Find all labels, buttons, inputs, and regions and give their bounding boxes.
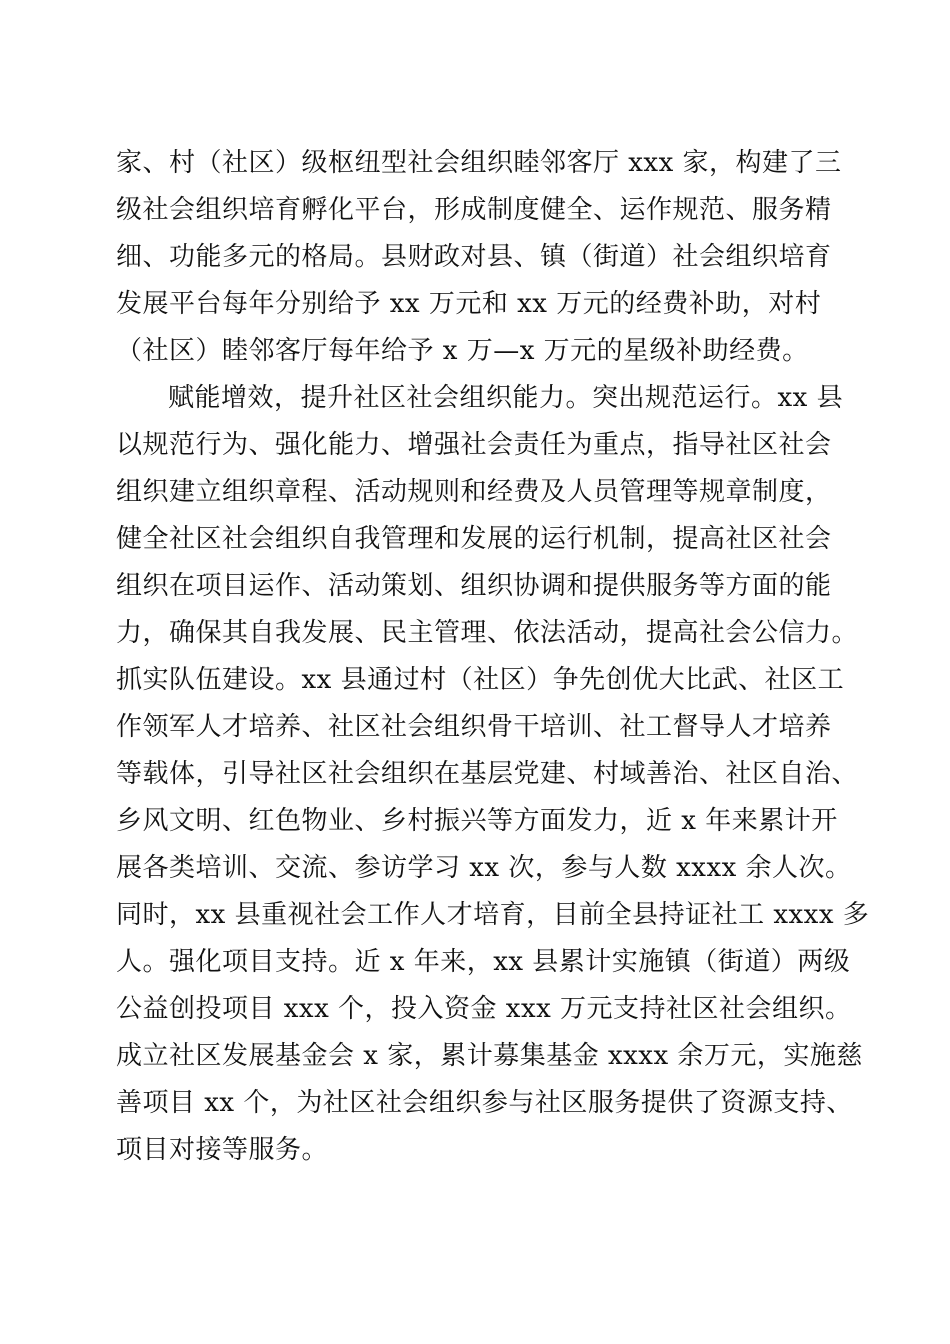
body-text xyxy=(116,140,870,1174)
text-line: 细、功能多元的格局。县财政对县、镇（街道）社会组织培育 xyxy=(116,242,832,272)
text-line: 组织建立组织章程、活动规则和经费及人员管理等规章制度， xyxy=(116,477,832,507)
text-line: 展各类培训、交流、参访学习 xx 次，参与人数 xxxx 余人次。 xyxy=(116,853,852,883)
text-line: 公益创投项目 xxx 个，投入资金 xxx 万元支持社区社会组织。 xyxy=(116,994,852,1024)
text-line: 抓实队伍建设。xx 县通过村（社区）争先创优大比武、社区工 xyxy=(116,665,845,695)
text-line: 以规范行为、强化能力、增强社会责任为重点，指导社区社会 xyxy=(116,430,832,460)
text-line: 同时，xx 县重视社会工作人才培育，目前全县持证社工 xxxx 多 xyxy=(116,900,870,930)
text-line: 善项目 xx 个，为社区社会组织参与社区服务提供了资源支持、 xyxy=(116,1088,853,1118)
text-line: （社区）睦邻客厅每年给予 x 万—x 万元的星级补助经费。 xyxy=(116,336,809,366)
text-line: 乡风文明、红色物业、乡村振兴等方面发力，近 x 年来累计开 xyxy=(116,806,838,836)
text-line: 发展平台每年分别给予 xx 万元和 xx 万元的经费补助，对村 xyxy=(116,289,822,319)
text-line: 级社会组织培育孵化平台，形成制度健全、运作规范、服务精 xyxy=(116,195,832,225)
text-line: 作领军人才培养、社区社会组织骨干培训、社工督导人才培养 xyxy=(116,712,832,742)
text-line: 人。强化项目支持。近 x 年来，xx 县累计实施镇（街道）两级 xyxy=(116,947,851,977)
text-line: 成立社区发展基金会 x 家，累计募集基金 xxxx 余万元，实施慈 xyxy=(116,1041,863,1071)
text-line: 等载体，引导社区社会组织在基层党建、村域善治、社区自治、 xyxy=(116,759,859,789)
text-line: 组织在项目运作、活动策划、组织协调和提供服务等方面的能 xyxy=(116,571,832,601)
text-line: 家、村（社区）级枢纽型社会组织睦邻客厅 xxx 家，构建了三 xyxy=(116,148,842,178)
text-line: 力，确保其自我发展、民主管理、依法活动，提高社会公信力。 xyxy=(116,618,859,648)
text-line: 项目对接等服务。 xyxy=(116,1135,329,1165)
paragraph-start-line: 赋能增效，提升社区社会组织能力。突出规范运行。xx 县 xyxy=(168,383,844,413)
text-line: 健全社区社会组织自我管理和发展的运行机制，提高社区社会 xyxy=(116,524,832,554)
